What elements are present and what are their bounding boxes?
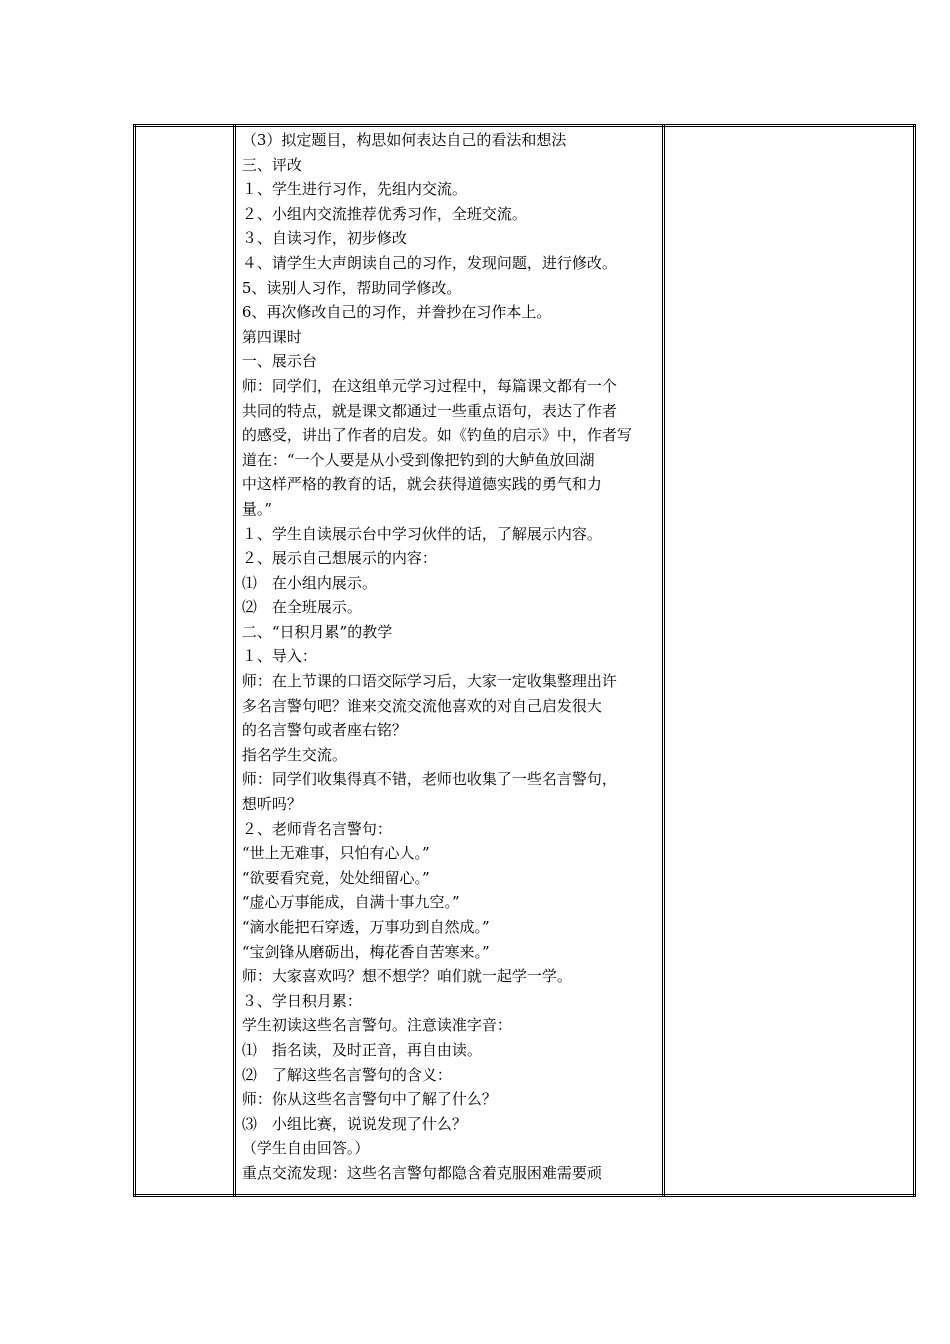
notes-column-cell <box>663 126 914 1196</box>
text-line: “世上无难事，只怕有心人。” <box>241 844 430 863</box>
text-line: 共同的特点，就是课文都通过一些重点语句，表达了作者 <box>241 401 617 420</box>
content-column-cell <box>234 126 663 1196</box>
text-line: ３、自读习作，初步修改 <box>241 229 407 248</box>
text-line: ⑵ 在全班展示。 <box>241 598 362 617</box>
text-line: 5、读别人习作，帮助同学修改。 <box>241 278 462 297</box>
lesson-plan-table <box>133 124 916 1197</box>
text-line: 中这样严格的教育的话，就会获得道德实践的勇气和力 <box>241 475 602 494</box>
text-line: 二、“日积月累”的教学 <box>241 622 393 641</box>
text-line: “宝剑锋从磨砺出，梅花香自苦寒来。” <box>241 942 490 961</box>
text-line: ２、展示自己想展示的内容： <box>241 549 437 568</box>
text-line: ２、老师背名言警句： <box>241 819 392 838</box>
text-line: 重点交流发现：这些名言警句都隐含着克服困难需要顽 <box>241 1163 602 1182</box>
left-column-cell <box>135 126 235 1196</box>
text-line: 师：同学们收集得真不错，老师也收集了一些名言警句， <box>241 770 617 789</box>
text-line: 学生初读这些名言警句。注意读准字音： <box>241 1016 512 1035</box>
text-line: 师：在上节课的口语交际学习后，大家一定收集整理出许 <box>241 672 617 691</box>
text-line: ３、学日积月累： <box>241 991 362 1010</box>
text-line: 6、再次修改自己的习作，并誊抄在习作本上。 <box>241 303 552 322</box>
text-line: （3）拟定题目，构思如何表达自己的看法和想法 <box>241 131 567 149</box>
text-line: ⑴ 在小组内展示。 <box>241 573 377 592</box>
text-line: 多名言警句吧？谁来交流交流他喜欢的对自己启发很大 <box>241 696 602 715</box>
text-line: “虚心万事能成，自满十事九空。” <box>241 893 460 912</box>
text-line: （学生自由回答。） <box>241 1139 370 1158</box>
text-line: 师：同学们，在这组单元学习过程中，每篇课文都有一个 <box>241 376 617 395</box>
text-line: ４、请学生大声朗读自己的习作，发现问题，进行修改。 <box>241 253 617 272</box>
text-line: 的名言警句或者座右铭？ <box>241 721 407 740</box>
text-line: 想听吗？ <box>241 795 302 814</box>
text-line: 量。” <box>241 499 273 518</box>
text-line: 道在：“一个人要是从小受到像把钓到的大鲈鱼放回湖 <box>241 450 595 469</box>
table-row <box>135 126 915 1196</box>
lesson-content <box>236 128 662 1186</box>
text-line: ⑶ 小组比赛，说说发现了什么？ <box>241 1114 467 1133</box>
text-line: 三、评改 <box>241 155 302 174</box>
text-line: 一、展示台 <box>241 352 317 371</box>
text-line: 指名学生交流。 <box>241 745 347 764</box>
text-line: 第四课时 <box>241 327 302 346</box>
text-line: ⑴ 指名读，及时正音，再自由读。 <box>241 1040 482 1059</box>
text-line: 的感受，讲出了作者的启发。如《钓鱼的启示》中，作者写 <box>241 426 632 445</box>
text-line: １、学生自读展示台中学习伙伴的话，了解展示内容。 <box>241 524 602 543</box>
text-line: ２、小组内交流推荐优秀习作，全班交流。 <box>241 204 527 223</box>
text-line: １、学生进行习作，先组内交流。 <box>241 180 467 199</box>
text-line: ⑵ 了解这些名言警句的含义： <box>241 1065 452 1084</box>
text-line: “欲要看究竟，处处细留心。” <box>241 868 430 887</box>
text-line: “滴水能把石穿透，万事功到自然成。” <box>241 918 490 936</box>
text-line: １、导入： <box>241 647 317 666</box>
text-line: 师：大家喜欢吗？想不想学？咱们就一起学一学。 <box>241 967 572 986</box>
text-line: 师：你从这些名言警句中了解了什么？ <box>241 1090 497 1109</box>
